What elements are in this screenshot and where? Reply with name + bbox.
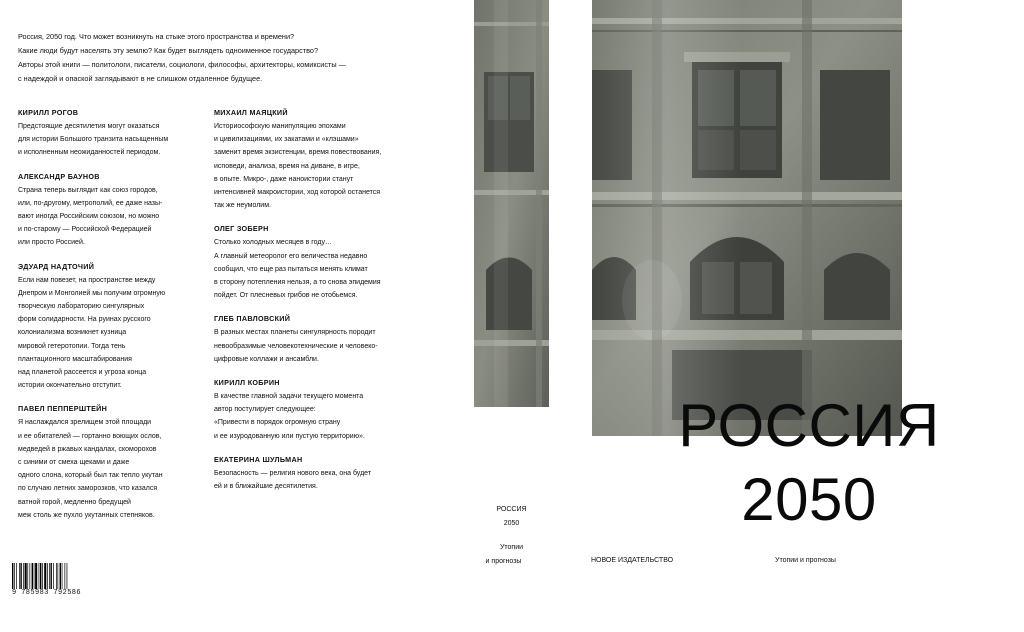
author-quote-line: Столько холодных месяцев в году… (214, 239, 332, 247)
barcode-bar (12, 563, 13, 589)
author-quote-line: плантационного масштабирования (18, 355, 132, 363)
spine (474, 0, 549, 632)
barcode-bar (32, 563, 33, 589)
author-quote-line: цифровые коллажи и ансамбли. (214, 355, 319, 363)
author-column-left (18, 107, 208, 533)
author-quote-line: и по-старому — Российской Федерацией (18, 226, 152, 234)
author-quote-line: и цивилизациями, их закатами и «клэшами» (214, 136, 359, 144)
author-name: ОЛЕГ ЗОБЕРН (214, 224, 269, 234)
isbn-number: 9 785983 792586 (12, 589, 82, 597)
spine-year: 2050 (503, 520, 520, 527)
spine-subtitle-1: Утопии (499, 544, 524, 551)
barcode-bar (25, 563, 27, 589)
author-name: КИРИЛЛ РОГОВ (18, 108, 79, 117)
barcode-bar (51, 563, 52, 589)
author-quote-line: исповеди, анализа, время на диване, в игре, (214, 162, 360, 170)
author-quote-line: форм солидарности. На руинах русского (18, 316, 151, 324)
author-name: МИХАИЛ МАЯЦКИЙ (214, 108, 288, 117)
barcode-bar (67, 563, 68, 589)
author-quote-line: Днепром и Монголией мы получим огромную (18, 289, 166, 297)
author-quote-line: для истории Большого транзита насыщенным (18, 136, 169, 144)
author-quote-line: сообщил, что еще раз пытаться менять климат (214, 265, 368, 273)
author-quote-line: Я наслаждался зрелищем этой площади (18, 419, 152, 427)
author-quote-line: пойдет. От плесневых грибов не отобьемся. (214, 292, 358, 300)
barcode-bar (56, 563, 57, 589)
author-quote-line: по случаю летних заморозков, что казался (18, 485, 158, 493)
author-column-right (214, 107, 404, 504)
spine-title: РОССИЯ (496, 506, 527, 513)
author-name: КИРИЛЛ КОБРИН (214, 378, 280, 388)
building-facade-photo (592, 0, 902, 436)
intro-line: Какие люди будут населять эту землю? Как будет выглядеть одноименное государство? (18, 46, 319, 55)
barcode-bar (60, 563, 61, 589)
author-blurb (214, 107, 404, 212)
author-blurb (214, 223, 404, 302)
author-quote-line: и исполненным неожиданностей периодом. (18, 149, 161, 157)
barcode-bar (39, 563, 40, 589)
author-blurb (18, 171, 208, 250)
spine-subtitle-2: и прогнозы (485, 558, 522, 565)
author-quote-line: и ее изуродованную или пустую территорию». (214, 432, 365, 440)
author-quote-line: Страна теперь выглядит как союз городов, (18, 186, 158, 194)
barcode-bar (27, 563, 28, 589)
author-blurb (214, 377, 404, 443)
barcode-bar (65, 563, 66, 589)
author-quote-line: в сторону потепления нельзя, а то снова эпидемия (214, 279, 381, 287)
cover-subtitle: Утопии и прогнозы (775, 557, 836, 564)
author-quote-line: «Привести в порядок огромную страну (214, 419, 341, 427)
author-quote-line: ватной горой, медленно бредущей (18, 498, 131, 506)
author-blurb (18, 261, 208, 393)
back-cover-intro (18, 30, 418, 86)
cover-year: 2050 (741, 466, 877, 533)
barcode-bar (42, 563, 43, 589)
author-quote-line: невообразимые человекотехнические и человеко- (214, 342, 378, 350)
author-quote-line: вают иногда Российским союзом, но можно (18, 213, 160, 221)
author-quote-line: над планетой рассеется и угроза конца (18, 369, 147, 377)
author-quote-line: Если нам повезет, на пространстве между (18, 276, 156, 284)
barcode-bar (30, 563, 31, 589)
author-quote-line: медведей в ржавых кандалах, скоморохов (18, 445, 157, 453)
barcode-bar (53, 563, 54, 589)
publisher-name: НОВОЕ ИЗДАТЕЛЬСТВО (591, 557, 674, 564)
author-quote-line: заменит время экзистенции, время повествования, (214, 149, 382, 157)
author-blurb (18, 403, 208, 522)
author-quote-line: Предстоящие десятилетия могут оказаться (18, 123, 160, 130)
author-blurb (214, 313, 404, 366)
author-name: ПАВЕЛ ПЕППЕРШТЕЙН (18, 404, 108, 414)
author-blurb (214, 454, 404, 493)
back-cover (0, 0, 474, 632)
cover-title: РОССИЯ (678, 392, 940, 459)
barcode-bar (19, 563, 20, 589)
author-quote-line: колониализма возникнет кузница (18, 329, 127, 337)
barcode-bar (23, 563, 24, 589)
intro-line: Авторы этой книги — политологи, писатели, социологи, философы, архитекторы, комиксисты — (18, 60, 346, 69)
author-quote-line: истории окончательно отступит. (18, 382, 122, 390)
barcode-bar (58, 563, 59, 589)
author-blurb (18, 107, 208, 160)
author-quote-line: ей и в ближайшие десятилетия. (214, 483, 318, 491)
author-quote-line: интенсивней макроистории, ход которой останется (214, 189, 381, 197)
intro-line: Россия, 2050 год. Что может возникнуть на стыке этого пространства и времени? (18, 32, 295, 41)
author-name: ЭДУАРД НАДТОЧИЙ (18, 261, 95, 271)
barcode-bar (34, 563, 35, 589)
author-quote-line: В качестве главной задачи текущего момента (214, 393, 364, 401)
intro-line: с надеждой и опаской заглядывают в не слишком отдаленное будущее. (18, 74, 263, 83)
author-quote-line: автор постулирует следующее: (214, 406, 316, 414)
author-name: ГЛЕБ ПАВЛОВСКИЙ (214, 314, 291, 324)
author-quote-line: и ее обитателей — гортанно воющих ослов, (18, 432, 162, 440)
barcode-bar (47, 563, 48, 589)
author-quote-line: или, по-другому, метрополий, ее даже назы- (18, 199, 163, 207)
author-quote-line: мировой гетеротопии. Тогда тень (18, 342, 126, 350)
barcode-bar (49, 563, 50, 589)
front-cover (549, 0, 1024, 632)
building-photo-strip (474, 0, 549, 407)
barcode-bar (40, 563, 41, 589)
barcode-bar (35, 563, 37, 589)
author-quote-line: с синими от смеха щеками и даже (18, 459, 130, 467)
author-quote-line: Безопасность — религия нового века, она будет (214, 469, 372, 477)
barcode-bar (44, 563, 46, 589)
author-name: ЕКАТЕРИНА ШУЛЬМАН (214, 454, 303, 464)
barcode-bar (62, 563, 63, 589)
author-quote-line: творческую лабораторию сингулярных (18, 303, 145, 311)
barcode-bar (14, 563, 15, 589)
author-quote-line: В разных местах планеты сингулярность породит (214, 329, 376, 337)
author-quote-line: одного слона, который был так тепло укутан (18, 472, 163, 480)
author-quote-line: Историософскую манипуляцию эпохами (214, 123, 346, 130)
author-quote-line: так же неумолим. (214, 202, 271, 210)
barcode-bar (20, 563, 21, 589)
author-name: АЛЕКСАНДР БАУНОВ (18, 171, 100, 181)
author-quote-line: А главный метеоролог его величества недавно (214, 252, 368, 260)
author-quote-line: в опыте. Микро-, даже наноистории станут (214, 175, 354, 183)
author-quote-line: меж столь же пухло укутанных степняков. (18, 511, 155, 519)
author-quote-line: или просто Россией. (18, 239, 85, 247)
barcode-bar (16, 563, 17, 589)
